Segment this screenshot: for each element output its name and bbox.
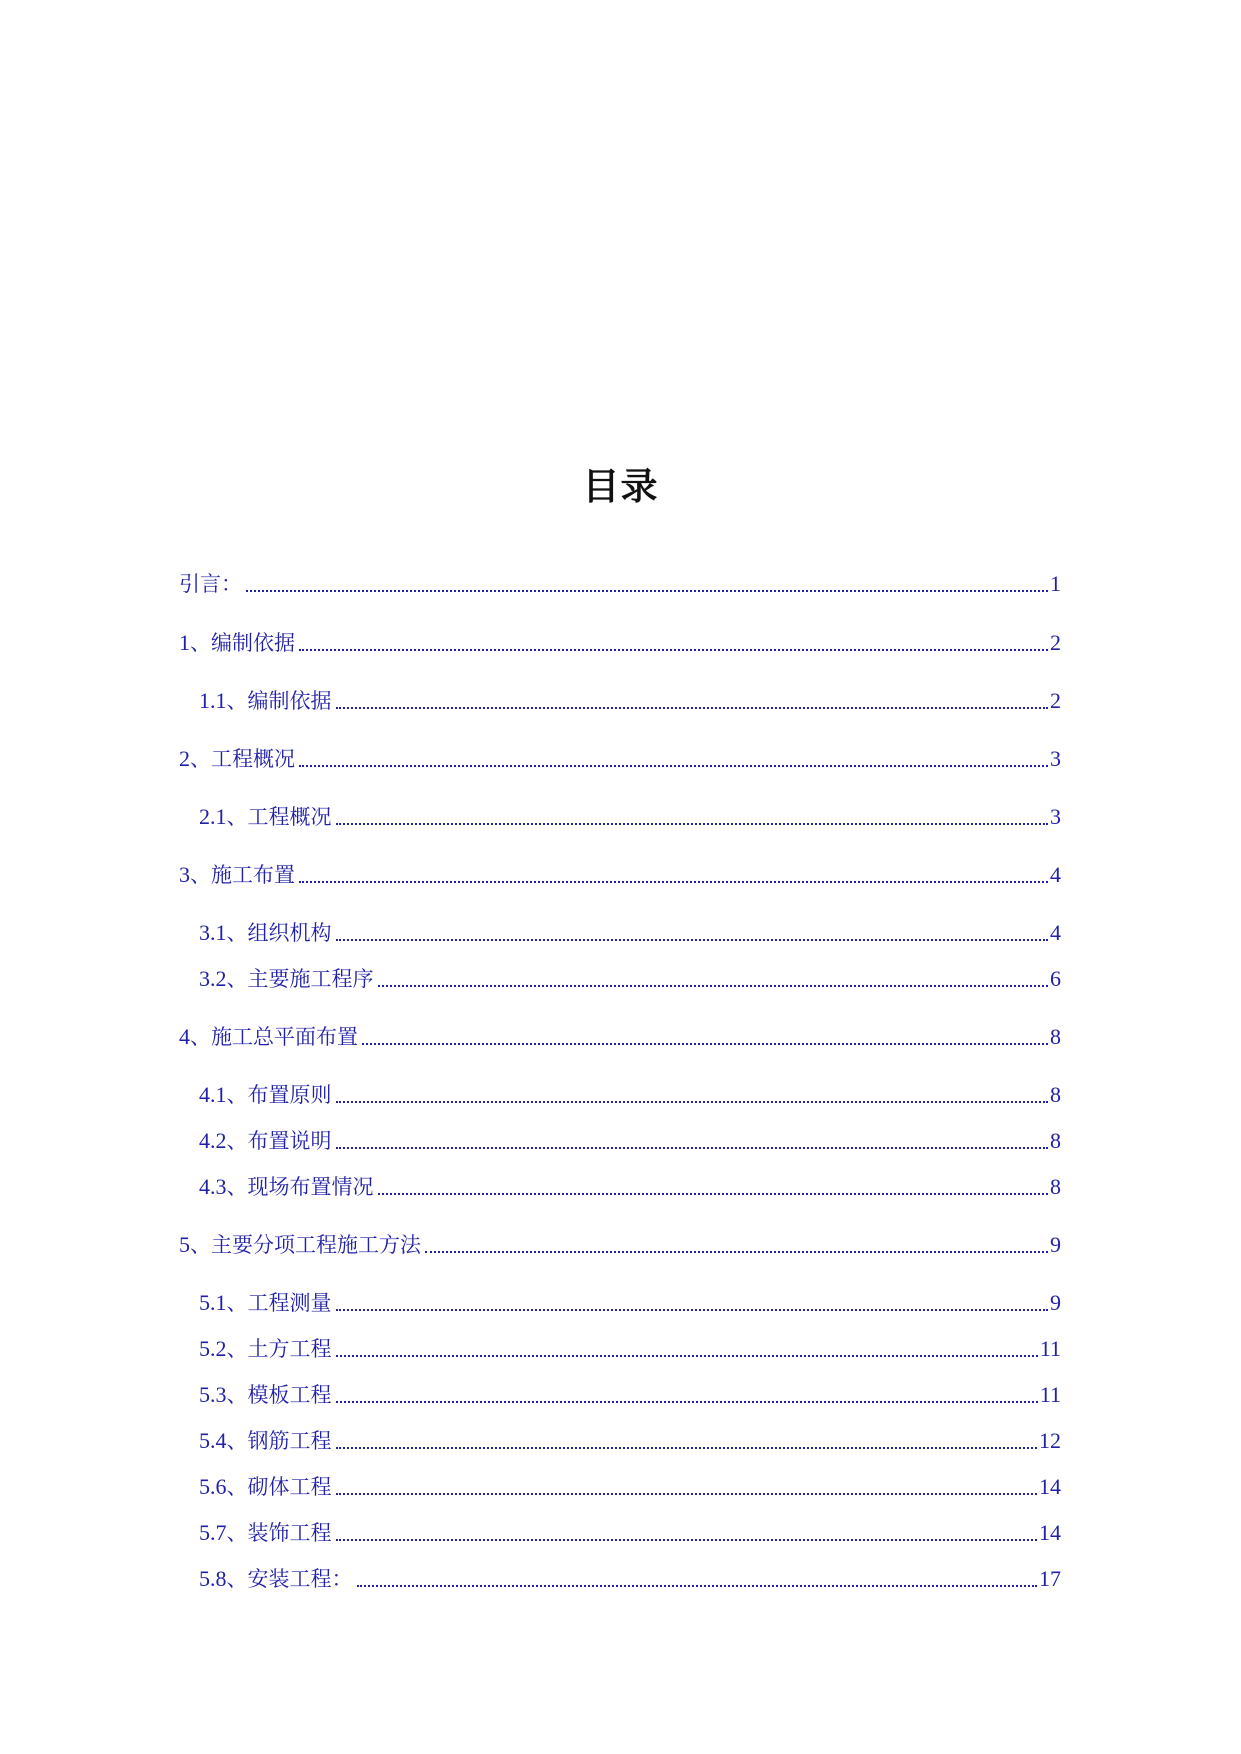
toc-page-number: 8: [1050, 1174, 1061, 1199]
toc-entry-number: 4: [179, 1024, 190, 1049]
dot-leader: [336, 1101, 1049, 1103]
dot-leader: [336, 707, 1049, 709]
toc-entry-number: 4.1: [199, 1082, 227, 1107]
page-title: 目录: [582, 464, 659, 508]
toc-entry-label: 、现场布置情况: [226, 1175, 374, 1199]
toc-entry-4-3[interactable]: [199, 1172, 1061, 1202]
toc-entry-5-7[interactable]: [199, 1518, 1061, 1548]
toc-entry-5-4[interactable]: [199, 1426, 1061, 1456]
toc-page-number: 4: [1050, 920, 1061, 945]
toc-entry-label: 、钢筋工程: [226, 1429, 332, 1453]
toc-entry-number: 1.1: [199, 688, 227, 713]
toc-page-number: 8: [1050, 1128, 1061, 1153]
toc-entry-number: 3.2: [199, 966, 227, 991]
dot-leader: [299, 765, 1048, 767]
toc-page-number: 17: [1039, 1566, 1061, 1591]
dot-leader: [336, 939, 1049, 941]
toc-entry-label: 、布置原则: [226, 1083, 332, 1107]
toc-entry-4[interactable]: [179, 1022, 1061, 1052]
toc-entry-label: 引言：: [179, 572, 242, 596]
dot-leader: [425, 1251, 1048, 1253]
toc-page-number: 11: [1039, 1336, 1061, 1361]
toc-page-number: 8: [1050, 1024, 1061, 1049]
toc-entry-label: 、编制依据: [226, 689, 332, 713]
toc-page-number: 2: [1050, 688, 1061, 713]
toc-entry-number: 4.2: [199, 1128, 227, 1153]
toc-entry-label: 、主要分项工程施工方法: [190, 1233, 421, 1257]
toc-entry-number: 5.7: [199, 1520, 227, 1545]
toc-entry-number: 5.8: [199, 1566, 227, 1591]
toc-entry-5-3[interactable]: [199, 1380, 1061, 1410]
toc-entry-4-2[interactable]: [199, 1126, 1061, 1156]
toc-entry-number: 5.6: [199, 1474, 227, 1499]
dot-leader: [246, 590, 1048, 592]
toc-page-number: 1: [1050, 571, 1061, 596]
toc-entry-number: 5.4: [199, 1428, 227, 1453]
toc-entry-1[interactable]: [179, 628, 1061, 658]
toc-entry-label: 、土方工程: [226, 1337, 332, 1361]
dot-leader: [378, 1193, 1049, 1195]
toc-entry-label: 、工程概况: [226, 805, 332, 829]
toc-entry-5[interactable]: [179, 1230, 1061, 1260]
toc-entry-2[interactable]: [179, 744, 1061, 774]
toc-entry-5-1[interactable]: [199, 1288, 1061, 1318]
toc-entry-3[interactable]: [179, 860, 1061, 890]
toc-entry-number: 5.2: [199, 1336, 227, 1361]
toc-page-number: 9: [1050, 1232, 1061, 1257]
toc-page-number: 14: [1039, 1474, 1061, 1499]
toc-page-number: 4: [1050, 862, 1061, 887]
toc-page-number: 12: [1039, 1428, 1061, 1453]
toc-entry-label: 、布置说明: [226, 1129, 332, 1153]
toc-entry-label: 、砌体工程: [226, 1475, 332, 1499]
toc-page-number: 3: [1050, 746, 1061, 771]
toc-entry-1-1[interactable]: [199, 686, 1061, 716]
toc-entry-number: 4.3: [199, 1174, 227, 1199]
toc-entry-label: 、工程测量: [226, 1291, 332, 1315]
toc-entry-2-1[interactable]: [199, 802, 1061, 832]
toc-entry-label: 、模板工程: [226, 1383, 332, 1407]
dot-leader: [299, 881, 1048, 883]
dot-leader: [357, 1585, 1038, 1587]
toc-entry-number: 2: [179, 746, 190, 771]
toc-entry-5-8[interactable]: [199, 1564, 1061, 1594]
dot-leader: [299, 649, 1048, 651]
toc-entry-number: 5.3: [199, 1382, 227, 1407]
toc-entry-label: 、主要施工程序: [226, 967, 374, 991]
toc-entry-number: 3: [179, 862, 190, 887]
toc-entry-label: 、施工布置: [190, 863, 295, 887]
dot-leader: [336, 1309, 1049, 1311]
toc-entry-label: 、编制依据: [190, 631, 295, 655]
dot-leader: [378, 985, 1049, 987]
toc-entry-label: 、组织机构: [226, 921, 332, 945]
toc-entry-number: 5: [179, 1232, 190, 1257]
toc-entry-5-6[interactable]: [199, 1472, 1061, 1502]
toc-page-number: 2: [1050, 630, 1061, 655]
dot-leader: [336, 823, 1049, 825]
toc-entry-4-1[interactable]: [199, 1080, 1061, 1110]
toc-entry-label: 、施工总平面布置: [190, 1025, 358, 1049]
toc-entry-label: 、装饰工程: [226, 1521, 332, 1545]
dot-leader: [336, 1493, 1038, 1495]
dot-leader: [336, 1147, 1049, 1149]
toc-page-number: 3: [1050, 804, 1061, 829]
toc-entry-label: 、工程概况: [190, 747, 295, 771]
toc-entry-number: 5.1: [199, 1290, 227, 1315]
toc-page-number: 6: [1050, 966, 1061, 991]
dot-leader: [336, 1401, 1038, 1403]
toc-page-number: 9: [1050, 1290, 1061, 1315]
toc-entry-number: 3.1: [199, 920, 227, 945]
toc-entry-3-2[interactable]: [199, 964, 1061, 994]
dot-leader: [336, 1539, 1038, 1541]
dot-leader: [336, 1355, 1038, 1357]
toc-page-number: 11: [1039, 1382, 1061, 1407]
dot-leader: [362, 1043, 1048, 1045]
toc-entry-introduction[interactable]: [179, 569, 1061, 599]
toc-entry-label: 、安装工程：: [226, 1567, 353, 1591]
toc-entry-5-2[interactable]: [199, 1334, 1061, 1364]
toc-entry-number: 1: [179, 630, 190, 655]
toc-page-number: 14: [1039, 1520, 1061, 1545]
dot-leader: [336, 1447, 1038, 1449]
toc-entry-number: 2.1: [199, 804, 227, 829]
toc-page-number: 8: [1050, 1082, 1061, 1107]
toc-entry-3-1[interactable]: [199, 918, 1061, 948]
